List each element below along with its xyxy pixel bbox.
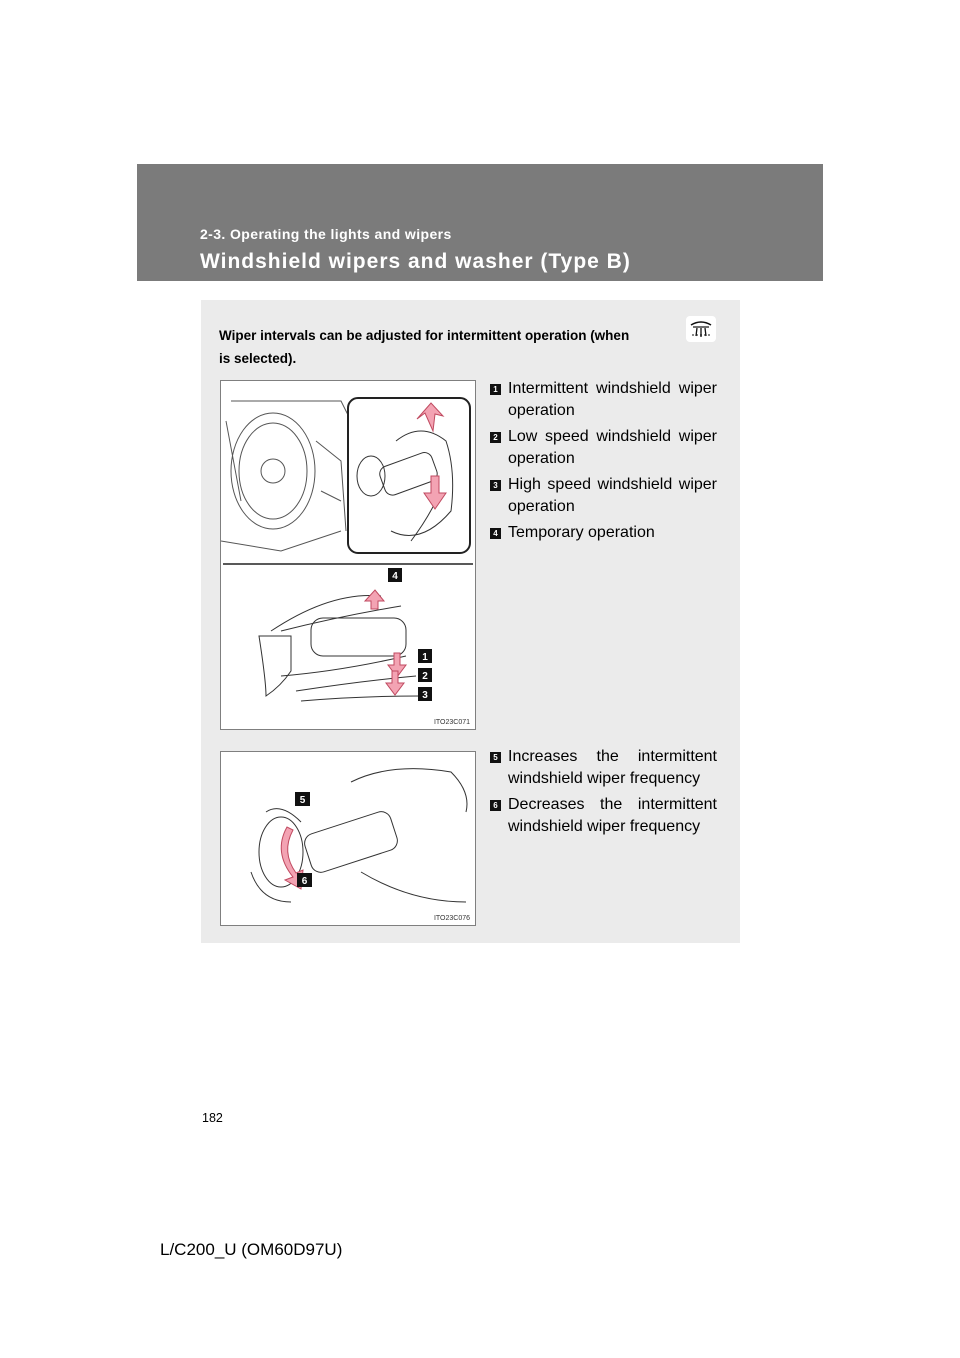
svg-text:5: 5 [299,795,306,806]
frequency-list [490,746,717,842]
item-text: Intermittent windshield wiper operation [508,380,717,419]
list-item [490,794,717,838]
item-number: 4 [490,528,501,539]
callout-3 [418,687,432,701]
figure-wiper-lever-positions [220,380,476,730]
item-number: 2 [490,432,501,443]
intro-text-after: is selected). [219,351,297,366]
operation-list [490,378,717,548]
callout-6 [297,873,312,887]
intro-text [219,324,719,370]
svg-text:4: 4 [392,571,398,582]
item-text: High speed windshield wiper operation [508,476,717,515]
section-label: 2-3. Operating the lights and wipers [200,226,452,242]
svg-text:6: 6 [301,876,308,887]
item-number: 5 [490,752,501,763]
page-title: Windshield wipers and washer (Type B) [200,250,631,273]
callout-2 [418,668,432,682]
item-text: Low speed windshield wiper operation [508,428,717,467]
callout-5 [295,792,310,806]
callout-4 [388,568,402,582]
wiper-lever-illustration [221,381,475,729]
figure-code: ITO23C076 [433,915,470,922]
page-number: 182 [202,1111,223,1125]
callout-1 [418,649,432,663]
svg-text:3: 3 [422,690,428,701]
intro-text-before: Wiper intervals can be adjusted for intermittent operation (when [219,328,630,343]
item-text: Temporary operation [508,524,655,541]
svg-text:1: 1 [422,652,428,663]
figure-interval-dial [220,751,476,926]
svg-text:2: 2 [422,671,428,682]
item-number: 1 [490,384,501,395]
item-number: 3 [490,480,501,491]
figure-code: ITO23C071 [433,719,470,726]
list-item [490,378,717,422]
interval-dial-illustration [221,752,475,925]
list-item [490,474,717,518]
list-item [490,426,717,470]
list-item [490,522,717,544]
intermittent-wiper-icon [686,316,716,342]
list-item [490,746,717,790]
item-text: Increases the intermittent windshield wiper frequency [508,748,717,787]
item-text: Decreases the intermittent windshield wiper frequency [508,796,717,835]
document-code: L/C200_U (OM60D97U) [160,1240,343,1259]
item-number: 6 [490,800,501,811]
